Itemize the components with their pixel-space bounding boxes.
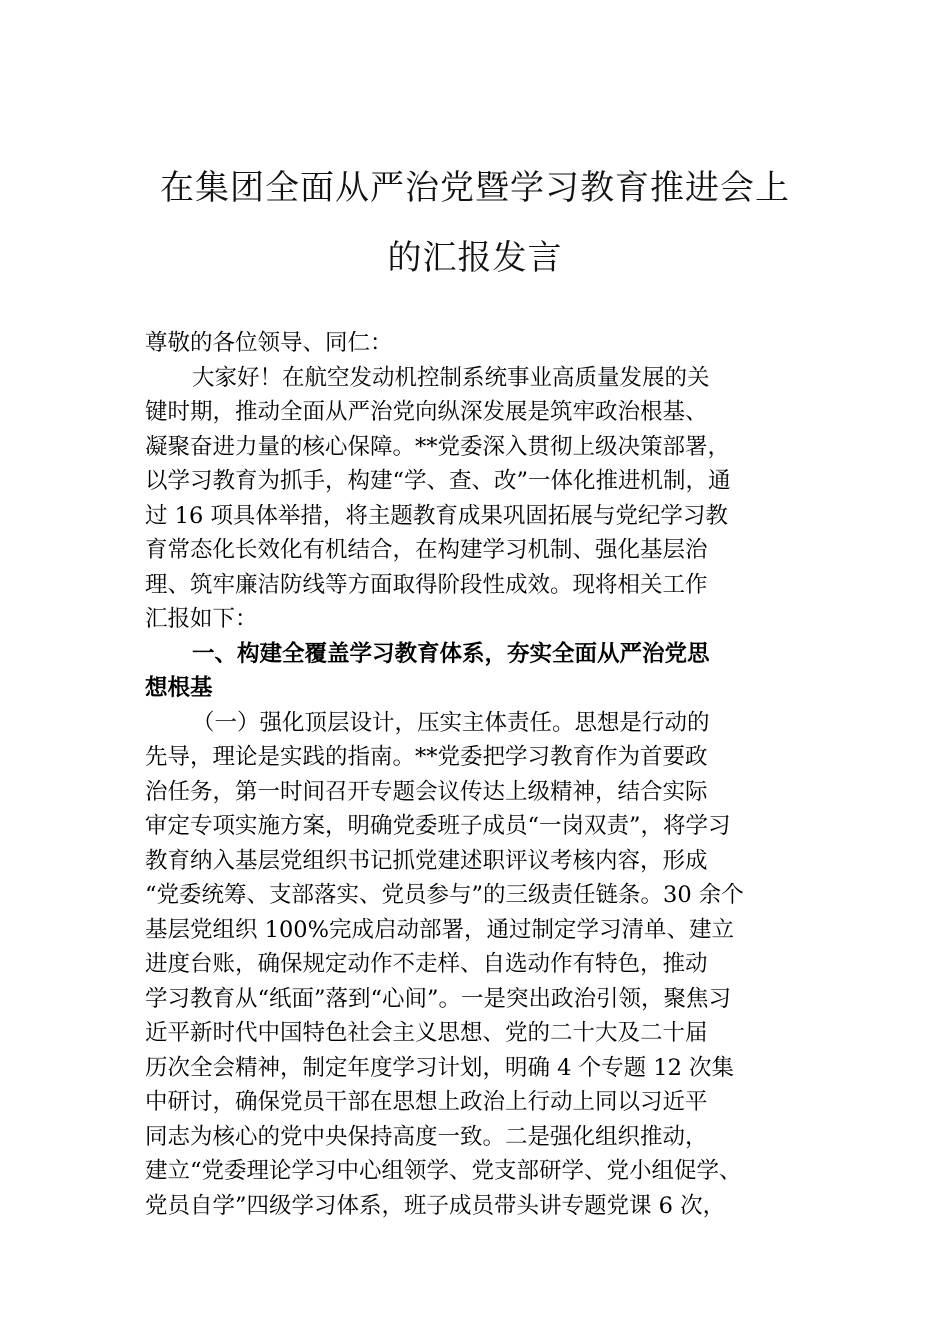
body-text-line: 党员自学”四级学习体系，班子成员带头讲专题党课 6 次， bbox=[145, 1192, 726, 1219]
section-heading-line: 想根基 bbox=[145, 675, 213, 701]
body-text-line: （一）强化顶层设计，压实主体责任。思想是行动的 bbox=[192, 709, 710, 736]
body-text-line: 中研讨，确保党员干部在思想上政治上行动上同以习近平 bbox=[145, 1089, 708, 1115]
body-text-line: 汇报如下： bbox=[145, 606, 258, 632]
document-title-line-1: 在集团全面从严治党暨学习教育推进会上 bbox=[160, 168, 790, 208]
body-text-line: 理、筑牢廉洁防线等方面取得阶段性成效。现将相关工作 bbox=[145, 571, 708, 598]
body-text-line: 审定专项实施方案，明确党委班子成员“一岗双责”，将学习 bbox=[145, 813, 731, 839]
body-text-line: 凝聚奋进力量的核心保障。**党委深入贯彻上级决策部署， bbox=[145, 433, 731, 460]
body-text-line: 先导，理论是实践的指南。**党委把学习教育作为首要政 bbox=[145, 744, 708, 770]
section-heading-line: 一、构建全覆盖学习教育体系，夯实全面从严治党思 bbox=[192, 640, 710, 667]
body-text-line: 进度台账，确保规定动作不走样、自选动作有特色，推动 bbox=[145, 951, 708, 977]
body-text-line: 教育纳入基层党组织书记抓党建述职评议考核内容，形成 bbox=[145, 847, 708, 874]
document-title-line-2: 的汇报发言 bbox=[387, 238, 563, 278]
body-text-line: 学习教育从“纸面”落到“心间”。一是突出政治引领，聚焦习 bbox=[145, 985, 732, 1012]
body-text-line: 同志为核心的党中央保持高度一致。二是强化组织推动， bbox=[145, 1123, 708, 1150]
body-text-line: 键时期，推动全面从严治党向纵深发展是筑牢政治根基、 bbox=[145, 399, 708, 425]
body-text-line: 近平新时代中国特色社会主义思想、党的二十大及二十届 bbox=[145, 1020, 708, 1046]
body-text-line: “党委统筹、支部落实、党员参与”的三级责任链条。30 余个 bbox=[145, 882, 744, 908]
body-text-line: 育常态化长效化有机结合，在构建学习机制、强化基层治 bbox=[145, 537, 708, 563]
body-text-line: 以学习教育为抓手，构建“学、查、改”一体化推进机制，通 bbox=[145, 468, 731, 494]
body-text-line: 基层党组织 100%完成启动部署，通过制定学习清单、建立 bbox=[145, 916, 734, 943]
body-text-line: 历次全会精神，制定年度学习计划，明确 4 个专题 12 次集 bbox=[145, 1054, 735, 1081]
body-text-line: 大家好！在航空发动机控制系统事业高质量发展的关 bbox=[192, 364, 710, 391]
body-text-line: 过 16 项具体举措，将主题教育成果巩固拓展与党纪学习教 bbox=[145, 502, 728, 529]
body-text-line: 治任务，第一时间召开专题会议传达上级精神，结合实际 bbox=[145, 778, 708, 805]
body-text-line: 建立“党委理论学习中心组领学、党支部研学、党小组促学、 bbox=[145, 1158, 742, 1184]
body-text-line: 尊敬的各位领导、同仁： bbox=[145, 330, 393, 356]
document-body bbox=[145, 326, 810, 1223]
